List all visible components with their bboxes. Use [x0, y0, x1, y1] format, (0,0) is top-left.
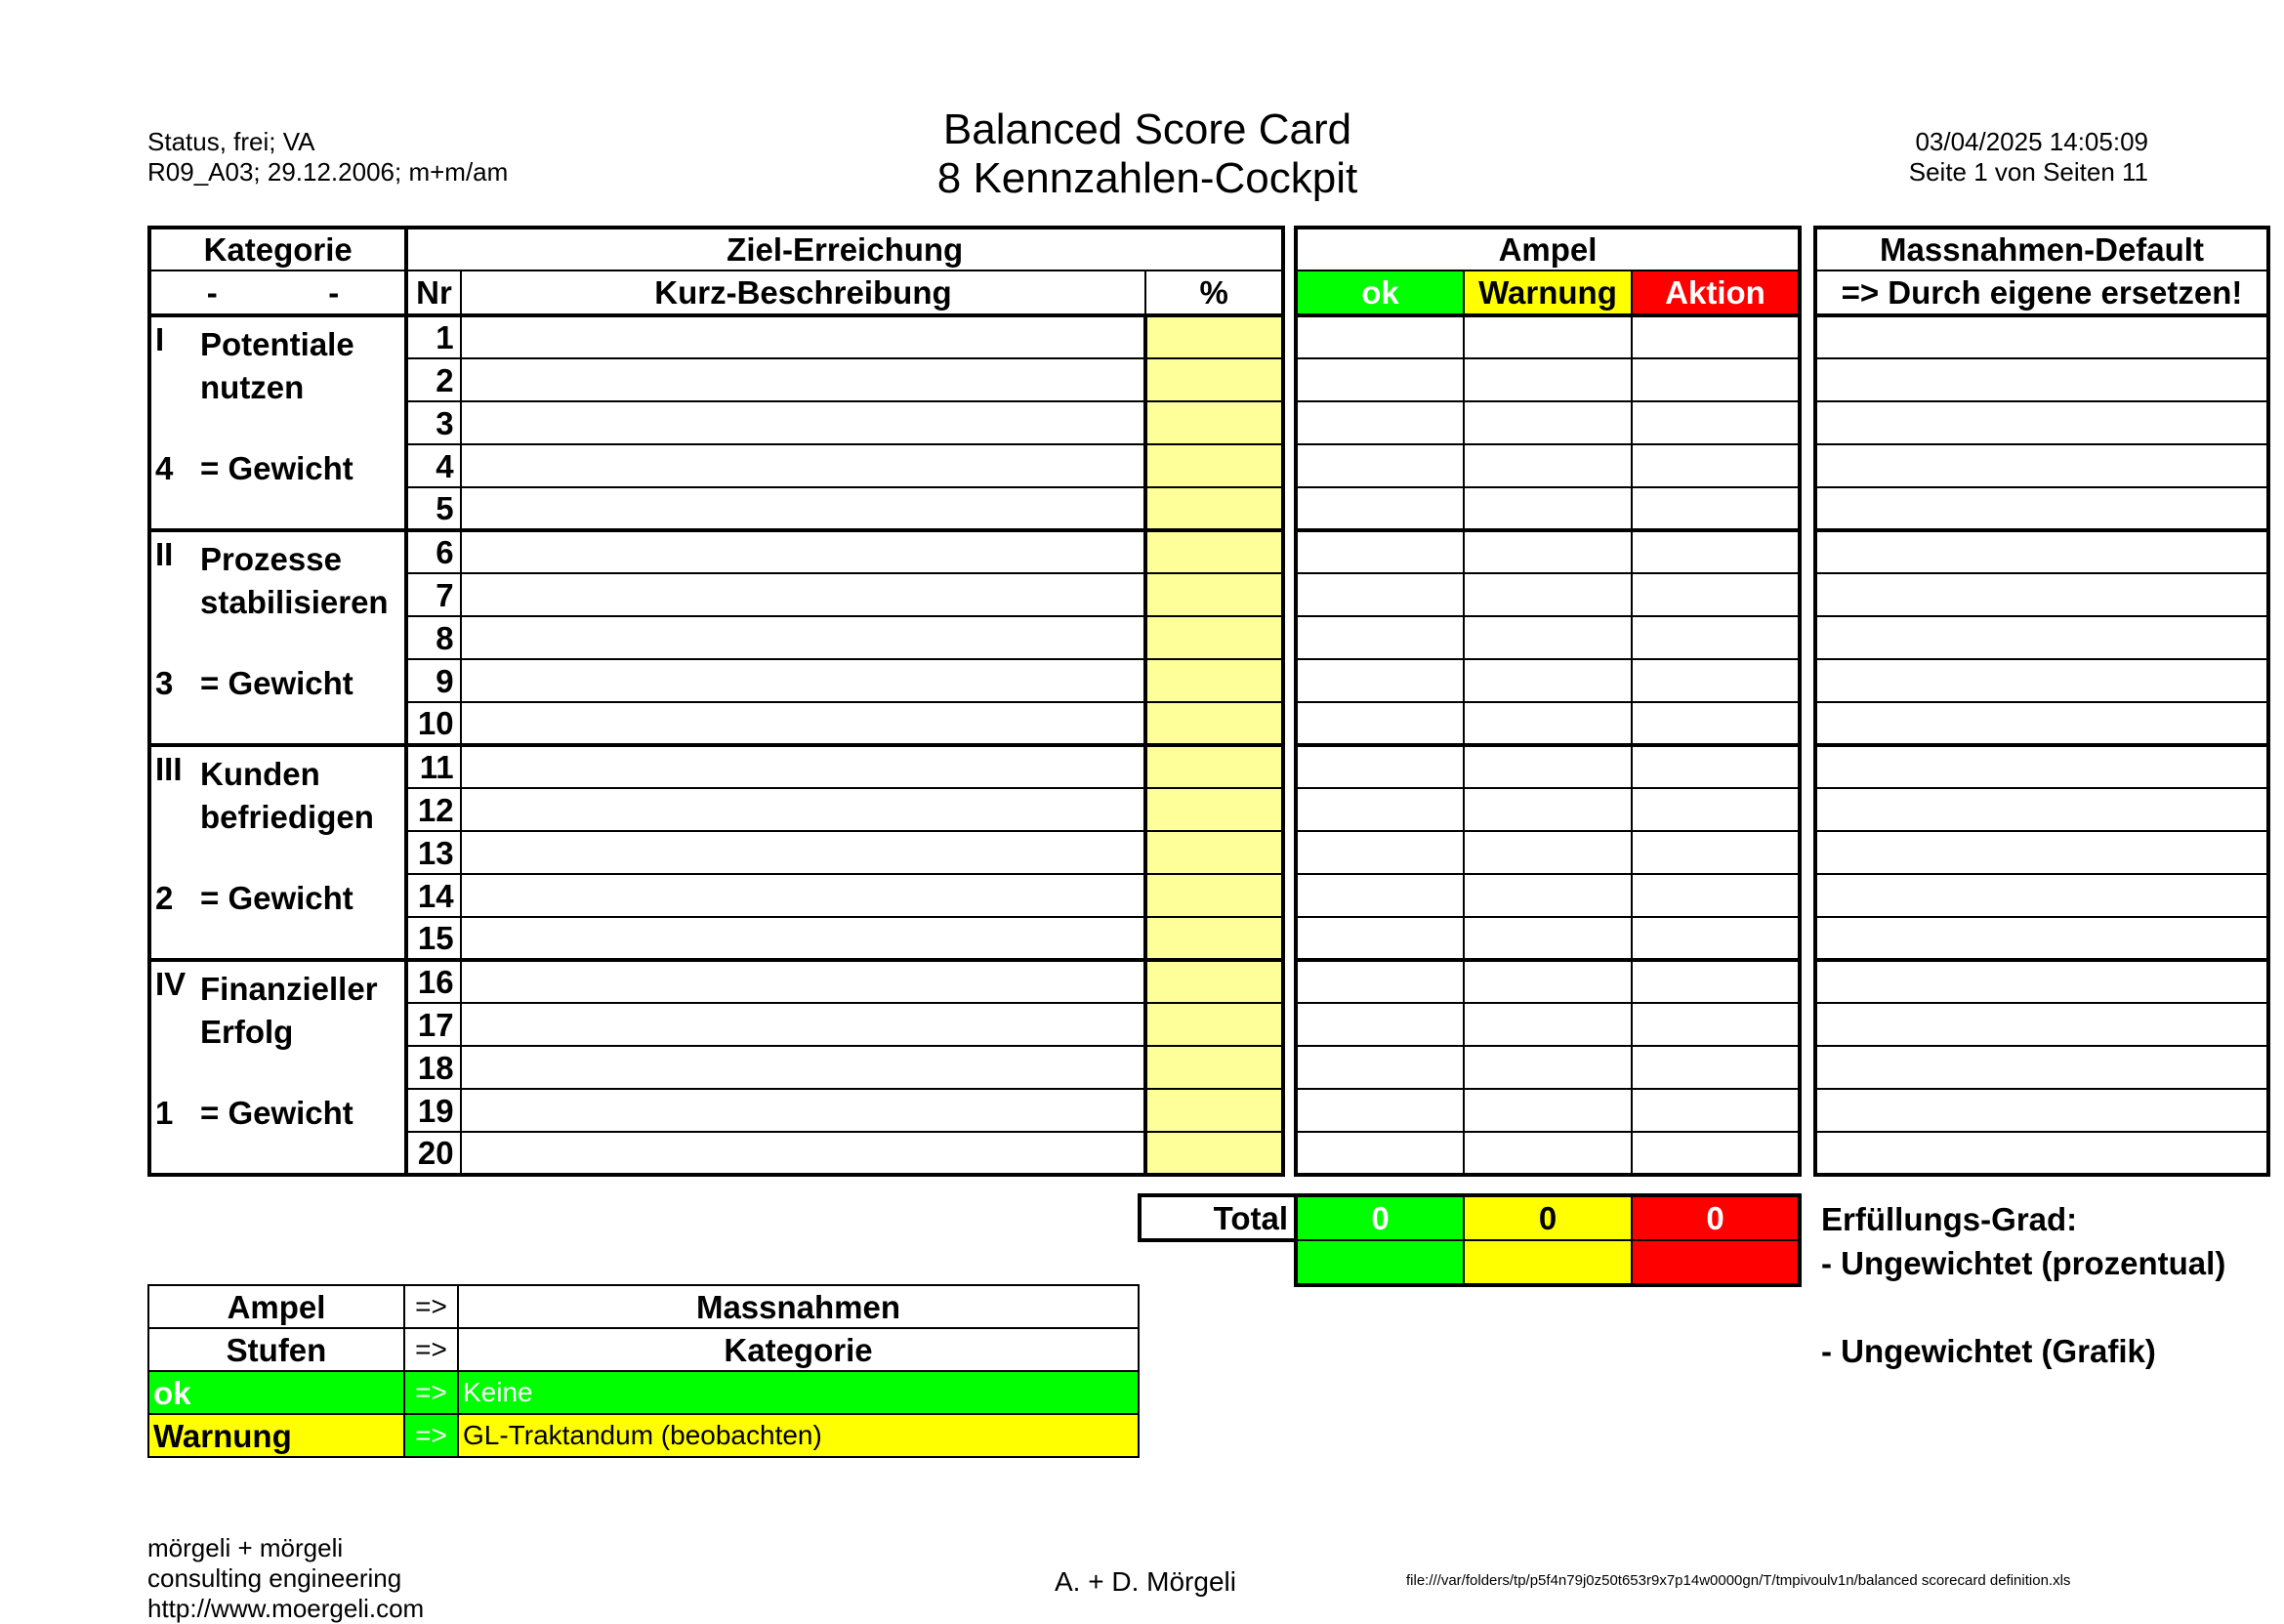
- category-cell: [149, 315, 406, 530]
- ampel-aktion-cell[interactable]: [1632, 401, 1800, 444]
- kurz-beschreibung-cell[interactable]: [461, 401, 1146, 444]
- legend-header-stufen: Stufen: [148, 1328, 404, 1371]
- row-number: 7: [406, 573, 460, 616]
- percent-cell[interactable]: [1145, 401, 1283, 444]
- header-ampel: Ampel: [1296, 228, 1800, 271]
- ampel-warnung-cell[interactable]: [1464, 444, 1632, 487]
- massnahme-cell[interactable]: [1815, 1132, 2268, 1175]
- kurz-beschreibung-cell[interactable]: [461, 1089, 1146, 1132]
- kurz-beschreibung-cell[interactable]: [461, 874, 1146, 917]
- category-roman: I: [155, 321, 165, 357]
- legend-header-arrow-1: =>: [404, 1285, 458, 1328]
- percent-cell[interactable]: [1145, 788, 1283, 831]
- percent-cell[interactable]: [1145, 1046, 1283, 1089]
- erfuellungs-grad-grafik: - Ungewichtet (Grafik): [1821, 1333, 2156, 1369]
- footer-company-url: http://www.moergeli.com: [147, 1594, 425, 1623]
- title-line-2: 8 Kennzahlen-Cockpit: [936, 154, 1358, 202]
- ampel-ok-cell[interactable]: [1296, 358, 1464, 401]
- massnahme-cell[interactable]: [1815, 960, 2268, 1003]
- kurz-beschreibung-cell[interactable]: [461, 573, 1146, 616]
- ampel-warnung-cell[interactable]: [1464, 573, 1632, 616]
- ampel-warnung-cell[interactable]: [1464, 874, 1632, 917]
- ampel-warnung-cell[interactable]: [1464, 745, 1632, 788]
- category-roman: II: [155, 536, 174, 572]
- total-spacer: [1140, 1240, 1296, 1285]
- percent-cell[interactable]: [1145, 874, 1283, 917]
- total-aktion: 0: [1632, 1195, 1800, 1240]
- ampel-warnung-cell[interactable]: [1464, 788, 1632, 831]
- subheader-dash-1: -: [206, 274, 218, 311]
- erfuellungs-grad-gap: [1821, 1285, 2225, 1329]
- footer-author: A. + D. Mörgeli: [1055, 1566, 1236, 1597]
- ampel-aktion-cell[interactable]: [1632, 530, 1800, 573]
- category-name-line-2: Erfolg: [200, 1014, 294, 1050]
- kurz-beschreibung-cell[interactable]: [461, 444, 1146, 487]
- header-massnahmen-default: Massnahmen-Default: [1815, 228, 2268, 271]
- ampel-warnung-cell[interactable]: [1464, 358, 1632, 401]
- title-line-1: Balanced Score Card: [942, 105, 1352, 153]
- ampel-aktion-cell[interactable]: [1632, 444, 1800, 487]
- ampel-aktion-cell[interactable]: [1632, 874, 1800, 917]
- massnahme-cell[interactable]: [1815, 917, 2268, 960]
- ampel-warnung-cell[interactable]: [1464, 401, 1632, 444]
- legend-action-warnung: GL-Traktandum (beobachten): [458, 1414, 1139, 1457]
- ampel-ok-cell[interactable]: [1296, 315, 1464, 358]
- kurz-beschreibung-cell[interactable]: [461, 487, 1146, 530]
- massnahme-cell[interactable]: [1815, 874, 2268, 917]
- subheader-percent: %: [1145, 271, 1283, 315]
- erfuellungs-grad: [1821, 1197, 2225, 1373]
- status-text: Status, frei; VA: [147, 127, 315, 156]
- category-name: [200, 753, 374, 839]
- percent-cell[interactable]: [1145, 444, 1283, 487]
- kurz-beschreibung-cell[interactable]: [461, 831, 1146, 874]
- print-timestamp: 03/04/2025 14:05:09: [1915, 127, 2148, 156]
- percent-cell[interactable]: [1145, 530, 1283, 573]
- footer-file-path: file:///var/folders/tp/p5f4n79j0z50t653r9x7p14w0000gn/T/tmpivoulv1n/balanced scorecard definition.xls: [1406, 1572, 2071, 1589]
- ampel-warnung-cell[interactable]: [1464, 616, 1632, 659]
- category-weight: 3: [155, 665, 174, 701]
- massnahme-cell[interactable]: [1815, 315, 2268, 358]
- massnahme-cell[interactable]: [1815, 702, 2268, 745]
- ampel-ok-cell[interactable]: [1296, 917, 1464, 960]
- ampel-warnung-cell[interactable]: [1464, 702, 1632, 745]
- row-number: 17: [406, 1003, 460, 1046]
- ampel-ok-cell[interactable]: [1296, 788, 1464, 831]
- row-number: 1: [406, 315, 460, 358]
- category-name-line-1: Potentiale: [200, 326, 354, 362]
- totals-table: [1138, 1193, 1802, 1287]
- ampel-ok-cell[interactable]: [1296, 487, 1464, 530]
- ampel-warnung-cell[interactable]: [1464, 831, 1632, 874]
- row-number: 12: [406, 788, 460, 831]
- ampel-warnung-cell[interactable]: [1464, 1089, 1632, 1132]
- category-weight-label: = Gewicht: [200, 880, 353, 916]
- kurz-beschreibung-cell[interactable]: [461, 1046, 1146, 1089]
- legend-header-ampel: Ampel: [148, 1285, 404, 1328]
- row-number: 9: [406, 659, 460, 702]
- erfuellungs-grad-prozentual: - Ungewichtet (prozentual): [1821, 1245, 2226, 1281]
- category-name-line-2: befriedigen: [200, 799, 374, 835]
- ampel-aktion-cell[interactable]: [1632, 315, 1800, 358]
- footer-company-name: mörgeli + mörgeli: [147, 1533, 344, 1562]
- ampel-aktion-cell[interactable]: [1632, 616, 1800, 659]
- total-ok: 0: [1296, 1195, 1464, 1240]
- erfuellungs-grad-title: Erfüllungs-Grad:: [1821, 1201, 2078, 1237]
- ampel-ok-cell[interactable]: [1296, 401, 1464, 444]
- row-number: 6: [406, 530, 460, 573]
- ampel-ok-cell[interactable]: [1296, 960, 1464, 1003]
- ampel-warnung-cell[interactable]: [1464, 487, 1632, 530]
- ampel-warnung-header: Warnung: [1464, 271, 1632, 315]
- header-kategorie: Kategorie: [149, 228, 406, 271]
- row-number: 13: [406, 831, 460, 874]
- kurz-beschreibung-cell[interactable]: [461, 788, 1146, 831]
- legend-arrow-warnung: =>: [404, 1414, 458, 1457]
- ampel-aktion-cell[interactable]: [1632, 1132, 1800, 1175]
- category-weight-label: = Gewicht: [200, 1095, 353, 1131]
- header-left: [147, 127, 508, 187]
- ampel-ok-cell[interactable]: [1296, 573, 1464, 616]
- kurz-beschreibung-cell[interactable]: [461, 745, 1146, 788]
- subheader-kurz-beschreibung: Kurz-Beschreibung: [461, 271, 1146, 315]
- legend-header-massnahmen: Massnahmen: [458, 1285, 1139, 1328]
- ampel-ok-cell[interactable]: [1296, 444, 1464, 487]
- ampel-warnung-cell[interactable]: [1464, 1132, 1632, 1175]
- ziel-table: [147, 226, 1285, 1177]
- row-number: 8: [406, 616, 460, 659]
- percent-cell[interactable]: [1145, 659, 1283, 702]
- page-counter: Seite 1 von Seiten 11: [1908, 157, 2148, 187]
- ampel-warnung-cell[interactable]: [1464, 1003, 1632, 1046]
- ampel-warnung-cell[interactable]: [1464, 530, 1632, 573]
- ampel-warnung-cell[interactable]: [1464, 659, 1632, 702]
- ampel-ok-cell[interactable]: [1296, 702, 1464, 745]
- percent-cell[interactable]: [1145, 960, 1283, 1003]
- row-number: 14: [406, 874, 460, 917]
- legend-arrow-ok: =>: [404, 1371, 458, 1414]
- ampel-ok-cell[interactable]: [1296, 1132, 1464, 1175]
- kurz-beschreibung-cell[interactable]: [461, 917, 1146, 960]
- massnahme-cell[interactable]: [1815, 358, 2268, 401]
- massnahme-cell[interactable]: [1815, 831, 2268, 874]
- ampel-aktion-cell[interactable]: [1632, 745, 1800, 788]
- document-reference: R09_A03; 29.12.2006; m+m/am: [147, 157, 509, 187]
- row-number: 19: [406, 1089, 460, 1132]
- percent-cell[interactable]: [1145, 487, 1283, 530]
- category-weight: 1: [155, 1095, 174, 1131]
- percent-cell[interactable]: [1145, 702, 1283, 745]
- category-cell: [149, 960, 406, 1175]
- percent-cell[interactable]: [1145, 616, 1283, 659]
- category-roman: IV: [155, 966, 187, 1002]
- ampel-aktion-cell[interactable]: [1632, 659, 1800, 702]
- ampel-ok-cell[interactable]: [1296, 745, 1464, 788]
- category-roman: III: [155, 751, 183, 787]
- row-number: 2: [406, 358, 460, 401]
- row-number: 10: [406, 702, 460, 745]
- kurz-beschreibung-cell[interactable]: [461, 530, 1146, 573]
- kurz-beschreibung-cell[interactable]: [461, 1003, 1146, 1046]
- ampel-ok-cell[interactable]: [1296, 1003, 1464, 1046]
- massnahme-cell[interactable]: [1815, 788, 2268, 831]
- header-ziel-erreichung: Ziel-Erreichung: [406, 228, 1283, 271]
- ampel-aktion-cell[interactable]: [1632, 831, 1800, 874]
- massnahme-cell[interactable]: [1815, 487, 2268, 530]
- footer-company: [147, 1533, 424, 1624]
- total-aktion-indicator: [1632, 1240, 1800, 1285]
- massnahme-cell[interactable]: [1815, 1089, 2268, 1132]
- ampel-aktion-cell[interactable]: [1632, 1003, 1800, 1046]
- row-number: 16: [406, 960, 460, 1003]
- row-number: 3: [406, 401, 460, 444]
- page-title: [859, 105, 1435, 203]
- ampel-table: [1294, 226, 1802, 1177]
- ampel-ok-cell[interactable]: [1296, 1046, 1464, 1089]
- row-number: 15: [406, 917, 460, 960]
- ampel-ok-cell[interactable]: [1296, 1089, 1464, 1132]
- legend-table: [147, 1284, 1140, 1458]
- percent-cell[interactable]: [1145, 745, 1283, 788]
- massnahme-cell[interactable]: [1815, 659, 2268, 702]
- ampel-aktion-header: Aktion: [1632, 271, 1800, 315]
- legend-level-ok: ok: [148, 1371, 404, 1414]
- category-name: [200, 538, 389, 624]
- ampel-ok-header: ok: [1296, 271, 1464, 315]
- kurz-beschreibung-cell[interactable]: [461, 358, 1146, 401]
- total-label: Total: [1140, 1195, 1296, 1240]
- category-weight-label: = Gewicht: [200, 450, 353, 486]
- ampel-aktion-cell[interactable]: [1632, 1089, 1800, 1132]
- category-weight: 4: [155, 450, 174, 486]
- category-weight: 2: [155, 880, 174, 916]
- percent-cell[interactable]: [1145, 358, 1283, 401]
- massnahme-cell[interactable]: [1815, 530, 2268, 573]
- total-warnung: 0: [1464, 1195, 1632, 1240]
- legend-header-arrow-2: =>: [404, 1328, 458, 1371]
- ampel-aktion-cell[interactable]: [1632, 487, 1800, 530]
- percent-cell[interactable]: [1145, 1089, 1283, 1132]
- ampel-warnung-cell[interactable]: [1464, 315, 1632, 358]
- footer-company-type: consulting engineering: [147, 1563, 402, 1593]
- ampel-aktion-cell[interactable]: [1632, 1046, 1800, 1089]
- percent-cell[interactable]: [1145, 1132, 1283, 1175]
- ampel-aktion-cell[interactable]: [1632, 960, 1800, 1003]
- category-name-line-2: nutzen: [200, 369, 305, 405]
- row-number: 11: [406, 745, 460, 788]
- percent-cell[interactable]: [1145, 315, 1283, 358]
- category-name-line-1: Prozesse: [200, 541, 342, 577]
- ampel-warnung-cell[interactable]: [1464, 960, 1632, 1003]
- subheader-massnahmen: => Durch eigene ersetzen!: [1815, 271, 2268, 315]
- row-number: 20: [406, 1132, 460, 1175]
- massnahme-cell[interactable]: [1815, 616, 2268, 659]
- massnahme-cell[interactable]: [1815, 444, 2268, 487]
- total-ok-indicator: [1296, 1240, 1464, 1285]
- category-name-line-1: Finanzieller: [200, 971, 378, 1007]
- total-warnung-indicator: [1464, 1240, 1632, 1285]
- category-cell: [149, 745, 406, 960]
- massnahmen-table: [1813, 226, 2270, 1177]
- ampel-warnung-cell[interactable]: [1464, 1046, 1632, 1089]
- ampel-aktion-cell[interactable]: [1632, 358, 1800, 401]
- subheader-nr: Nr: [406, 271, 460, 315]
- row-number: 5: [406, 487, 460, 530]
- ampel-ok-cell[interactable]: [1296, 530, 1464, 573]
- ampel-aktion-cell[interactable]: [1632, 788, 1800, 831]
- ampel-ok-cell[interactable]: [1296, 831, 1464, 874]
- legend-level-warnung: Warnung: [148, 1414, 404, 1457]
- category-cell: [149, 530, 406, 745]
- percent-cell[interactable]: [1145, 831, 1283, 874]
- kurz-beschreibung-cell[interactable]: [461, 702, 1146, 745]
- kurz-beschreibung-cell[interactable]: [461, 315, 1146, 358]
- percent-cell[interactable]: [1145, 917, 1283, 960]
- row-number: 4: [406, 444, 460, 487]
- massnahme-cell[interactable]: [1815, 401, 2268, 444]
- percent-cell[interactable]: [1145, 573, 1283, 616]
- ampel-aktion-cell[interactable]: [1632, 917, 1800, 960]
- category-name-line-2: stabilisieren: [200, 584, 389, 620]
- subheader-dashes: [149, 271, 406, 315]
- kurz-beschreibung-cell[interactable]: [461, 960, 1146, 1003]
- kurz-beschreibung-cell[interactable]: [461, 1132, 1146, 1175]
- massnahme-cell[interactable]: [1815, 573, 2268, 616]
- massnahme-cell[interactable]: [1815, 1046, 2268, 1089]
- category-weight-label: = Gewicht: [200, 665, 353, 701]
- ampel-ok-cell[interactable]: [1296, 616, 1464, 659]
- category-name-line-1: Kunden: [200, 756, 320, 792]
- ampel-warnung-cell[interactable]: [1464, 917, 1632, 960]
- ampel-aktion-cell[interactable]: [1632, 573, 1800, 616]
- subheader-dash-2: -: [328, 274, 340, 311]
- massnahme-cell[interactable]: [1815, 745, 2268, 788]
- percent-cell[interactable]: [1145, 1003, 1283, 1046]
- legend-action-ok: Keine: [458, 1371, 1139, 1414]
- row-number: 18: [406, 1046, 460, 1089]
- category-name: [200, 968, 378, 1054]
- ampel-aktion-cell[interactable]: [1632, 702, 1800, 745]
- legend-header-kategorie: Kategorie: [458, 1328, 1139, 1371]
- header-right: [1855, 127, 2148, 187]
- massnahme-cell[interactable]: [1815, 1003, 2268, 1046]
- ampel-ok-cell[interactable]: [1296, 659, 1464, 702]
- kurz-beschreibung-cell[interactable]: [461, 659, 1146, 702]
- category-name: [200, 323, 354, 409]
- ampel-ok-cell[interactable]: [1296, 874, 1464, 917]
- kurz-beschreibung-cell[interactable]: [461, 616, 1146, 659]
